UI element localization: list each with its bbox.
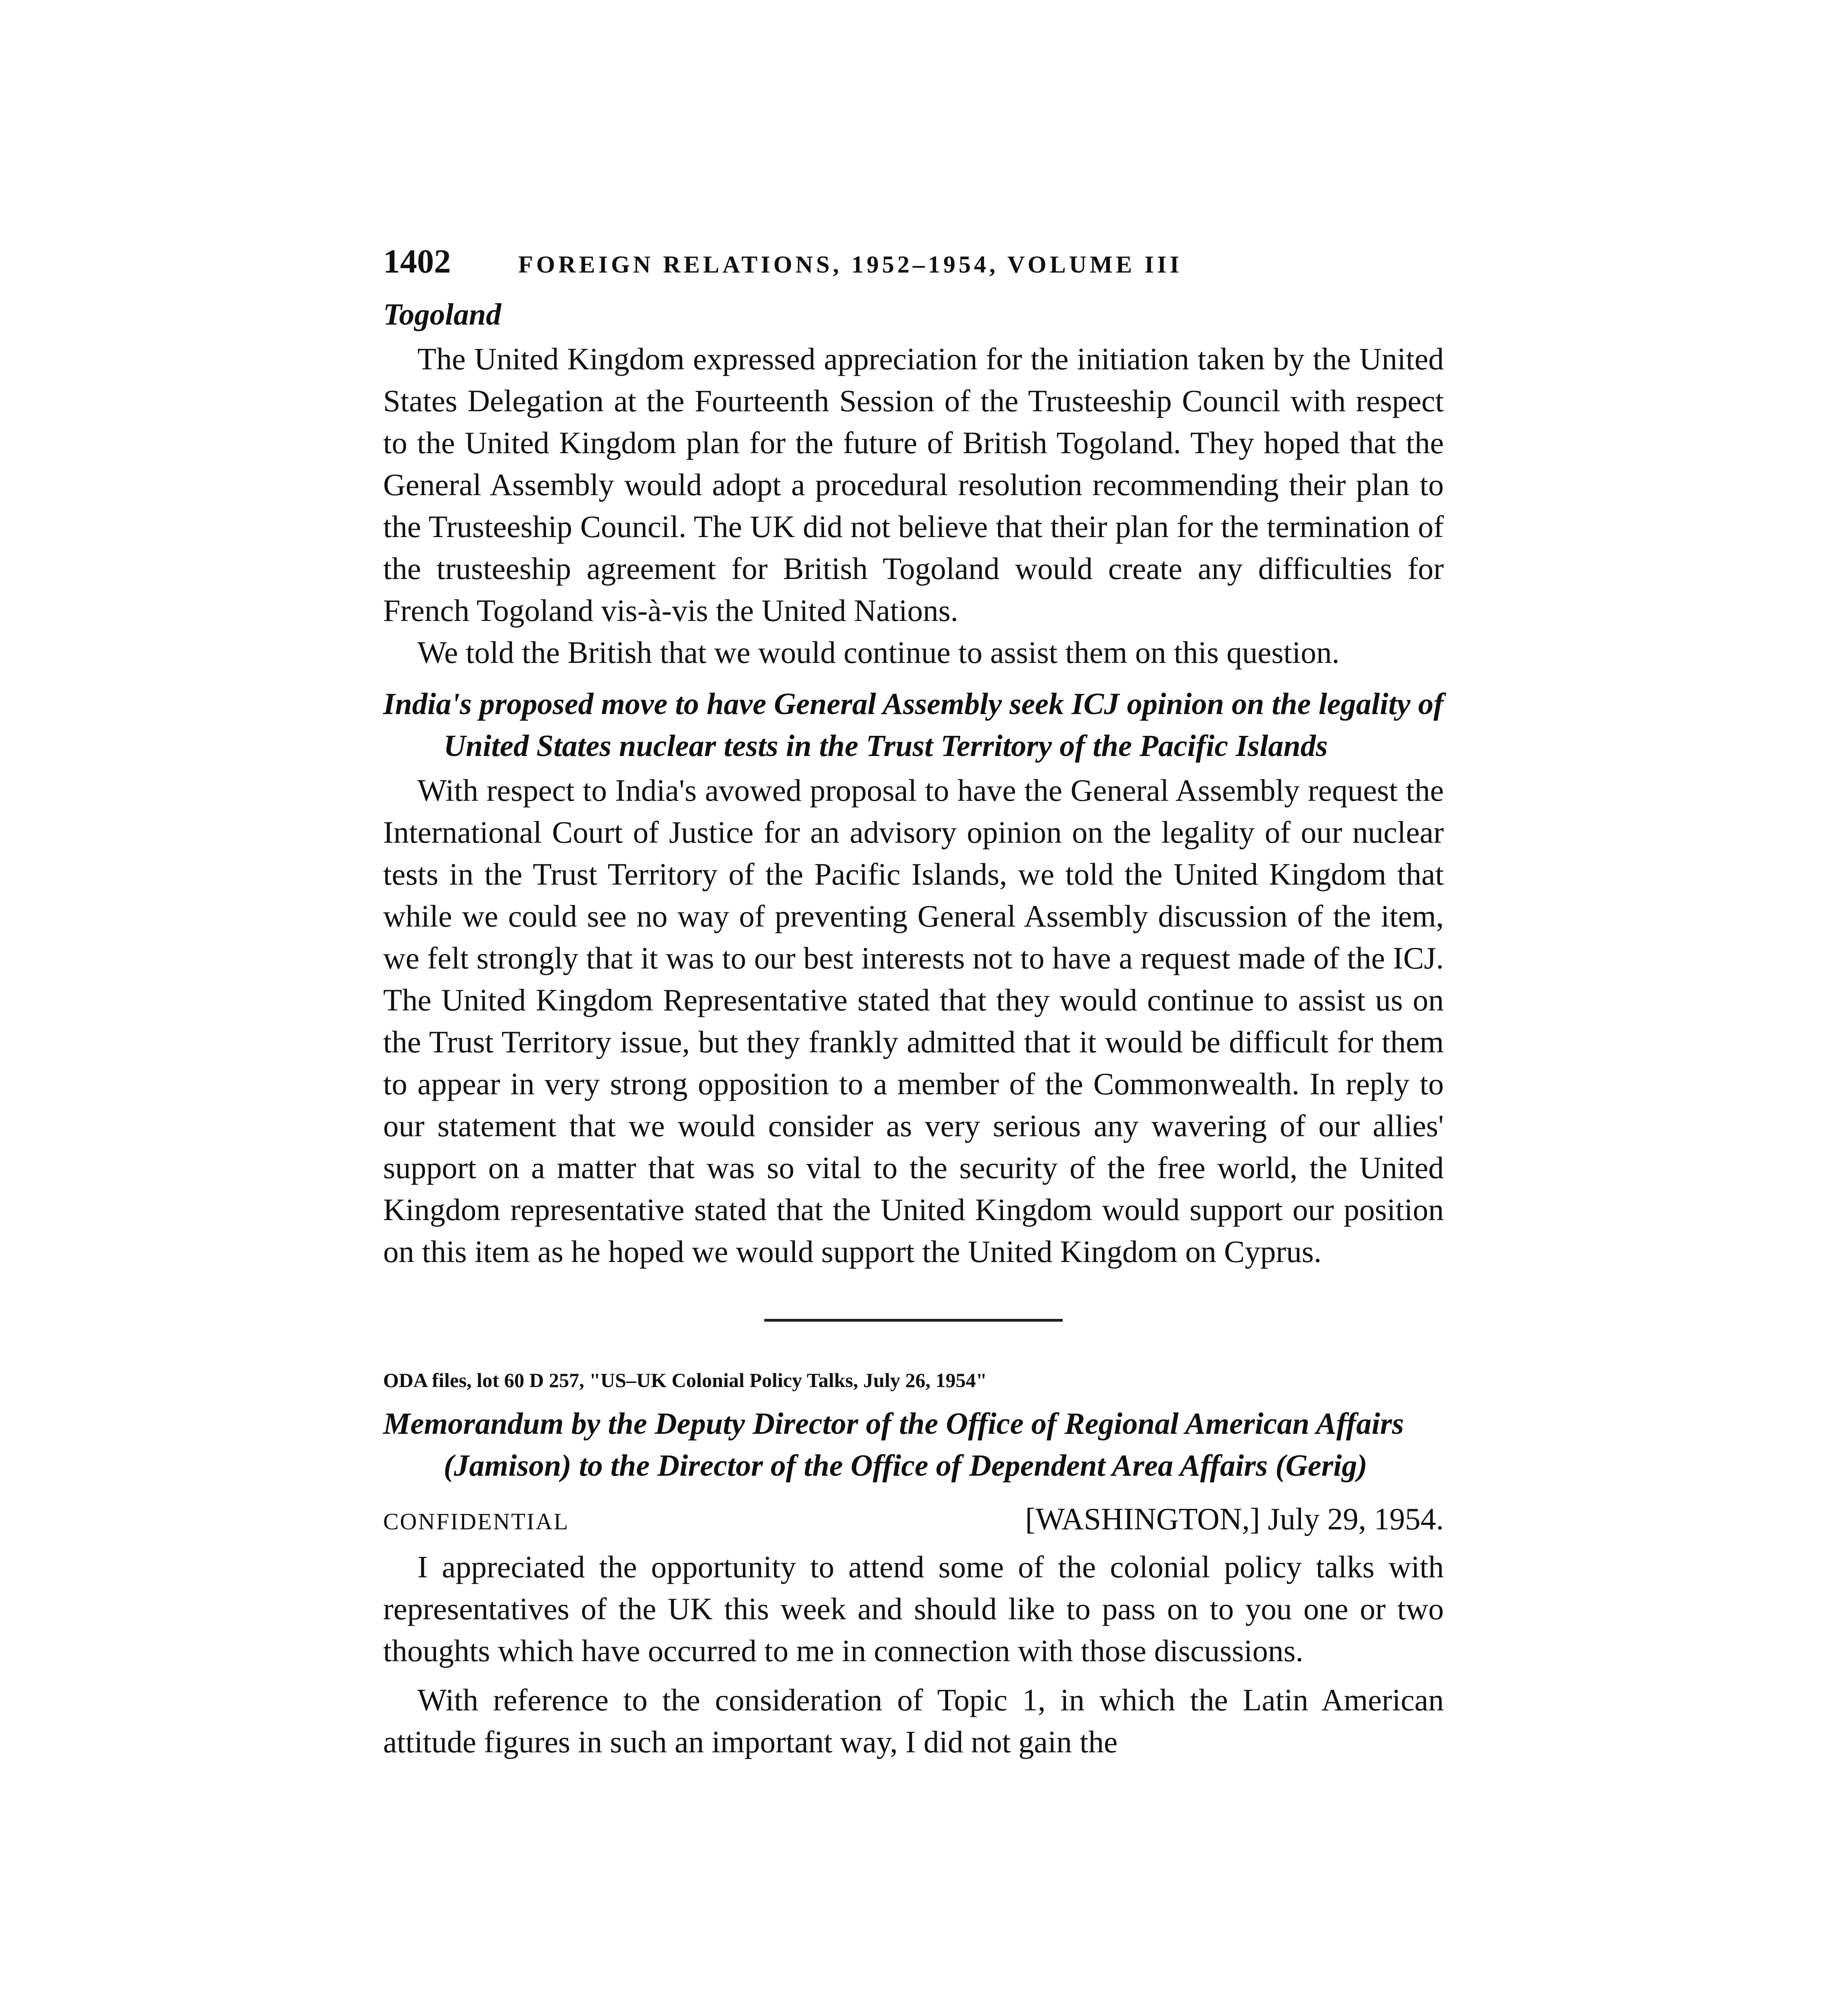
paragraph: The United Kingdom expressed appreciation for the initiation taken by the United States Delegation at the Fourteenth Session of the Trusteeship Council with respect to the United Kingdom plan for the future of British Togoland. They hoped that the General Assembly would adopt a procedural resolution recommending their plan to the Trusteeship Council. The UK did not believe that their plan for the termination of the trusteeship agreement for British Togoland would create any difficulties for French Togoland vis-à-vis the United Nations. — [383, 342, 1444, 628]
paragraph: I appreciated the opportunity to attend some of the colonial policy talks with representatives of the UK this week and should like to pass on to you one or two thoughts which have occurred to me in connection with those discussions. — [383, 1549, 1444, 1668]
dateline: [WASHINGTON,] July 29, 1954. — [1025, 1502, 1444, 1536]
page-number: 1402 — [383, 243, 451, 280]
running-head — [383, 242, 1444, 290]
dateline-row — [383, 1501, 1444, 1537]
classification-label: CONFIDENTIAL — [383, 1508, 569, 1535]
document-page — [383, 242, 1444, 1763]
section-heading-togoland: Togoland — [383, 298, 501, 331]
paragraph: With respect to India's avowed proposal to have the General Assembly request the International Court of Justice for an advisory opinion on the legality of our nuclear tests in the Trust Territory of the Pacific Islands, we told the United Kingdom that while we could see no way of preventing General Assembly discussion of the item, we felt strongly that it was to our best interests not to have a request made of the ICJ. The United Kingdom Representative stated that they would continue to assist us on the Trust Territory issue, but they frankly admitted that it would be difficult for them to appear in very strong opposition to a member of the Commonwealth. In reply to our statement that we would consider as very serious any wavering of our allies' support on a matter that was so vital to the security of the free world, the United Kingdom representative stated that the United Kingdom would support our position on this item as he hoped we would support the United Kingdom on Cyprus. — [383, 773, 1444, 1269]
section-divider — [764, 1319, 1063, 1322]
source-note: ODA files, lot 60 D 257, "US–UK Colonial Policy Talks, July 26, 1954" — [383, 1369, 987, 1391]
document-title: Memorandum by the Deputy Director of the Office of Regional American Affairs (Jamison) to the Director of the Office of Dependent Area Affairs (Gerig) — [383, 1407, 1404, 1483]
section-heading-india-icj: India's proposed move to have General Assembly seek ICJ opinion on the legality of United States nuclear tests in the Trust Territory of the Pacific Islands — [383, 687, 1444, 763]
paragraph: With reference to the consideration of Topic 1, in which the Latin American attitude figures in such an important way, I did not gain the — [383, 1683, 1444, 1759]
running-head-title: FOREIGN RELATIONS, 1952–1954, VOLUME III — [518, 251, 1182, 278]
paragraph: We told the British that we would continue to assist them on this question. — [417, 635, 1340, 670]
